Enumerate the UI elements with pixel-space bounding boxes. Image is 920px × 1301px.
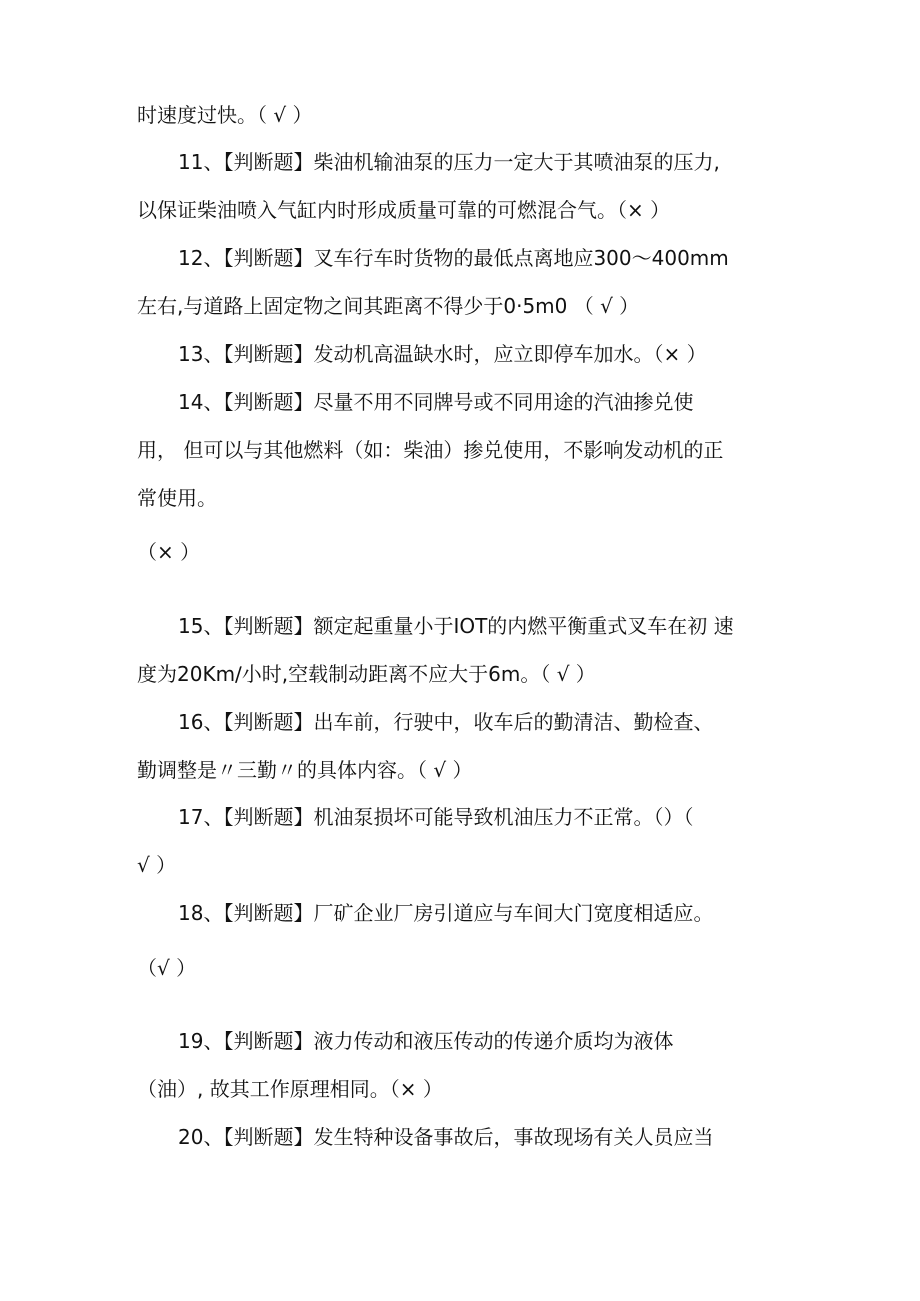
question-19-line-2: （油）, 故其工作原理相同。（× ） — [137, 1077, 443, 1101]
text-line: 时速度过快。（ √ ） — [137, 103, 313, 127]
question-16-line-1: 16、【判断题】出车前，行驶中，收车后的勤清洁、勤检查、 — [178, 710, 714, 734]
question-14-line-3: 常使用。 — [137, 486, 217, 510]
question-12-line-2: 左右,与道路上固定物之间其距离不得少于0·5m0 （ √ ） — [137, 294, 640, 318]
question-13-line-1: 13、【判断题】发动机高温缺水时，应立即停车加水。（× ） — [178, 342, 707, 366]
question-17-line-1: 17、【判断题】机油泵损坏可能导致机油压力不正常。（）（ — [178, 805, 694, 829]
question-14-answer: （× ） — [137, 540, 201, 564]
question-12-line-1: 12、【判断题】叉车行车时货物的最低点离地应300～400mm — [178, 246, 729, 270]
question-14-line-2: 用， 但可以与其他燃料（如：柴油）掺兑使用，不影响发动机的正 — [137, 438, 724, 462]
question-11-line-2: 以保证柴油喷入气缸内时形成质量可靠的可燃混合气。（× ） — [137, 198, 671, 222]
question-11-line-1: 11、【判断题】柴油机输油泵的压力一定大于其喷油泵的压力, — [178, 150, 720, 174]
question-18-answer: （√ ） — [137, 956, 197, 980]
question-15-line-2: 度为20Km∕小时,空载制动距离不应大于6m。（ √ ） — [137, 662, 596, 686]
question-18-line-1: 18、【判断题】厂矿企业厂房引道应与车间大门宽度相适应。 — [178, 901, 714, 925]
question-14-line-1: 14、【判断题】尽量不用不同牌号或不同用途的汽油掺兑使 — [178, 390, 694, 414]
question-16-line-2: 勤调整是〃三勤〃的具体内容。（ √ ） — [137, 758, 473, 782]
question-17-answer: √ ） — [137, 853, 177, 877]
question-19-line-1: 19、【判断题】液力传动和液压传动的传递介质均为液体 — [178, 1029, 674, 1053]
question-15-line-1: 15、【判断题】额定起重量小于IOT的内燃平衡重式叉车在初 速 — [178, 614, 734, 638]
question-20-line-1: 20、【判断题】发生特种设备事故后，事故现场有关人员应当 — [178, 1125, 714, 1149]
